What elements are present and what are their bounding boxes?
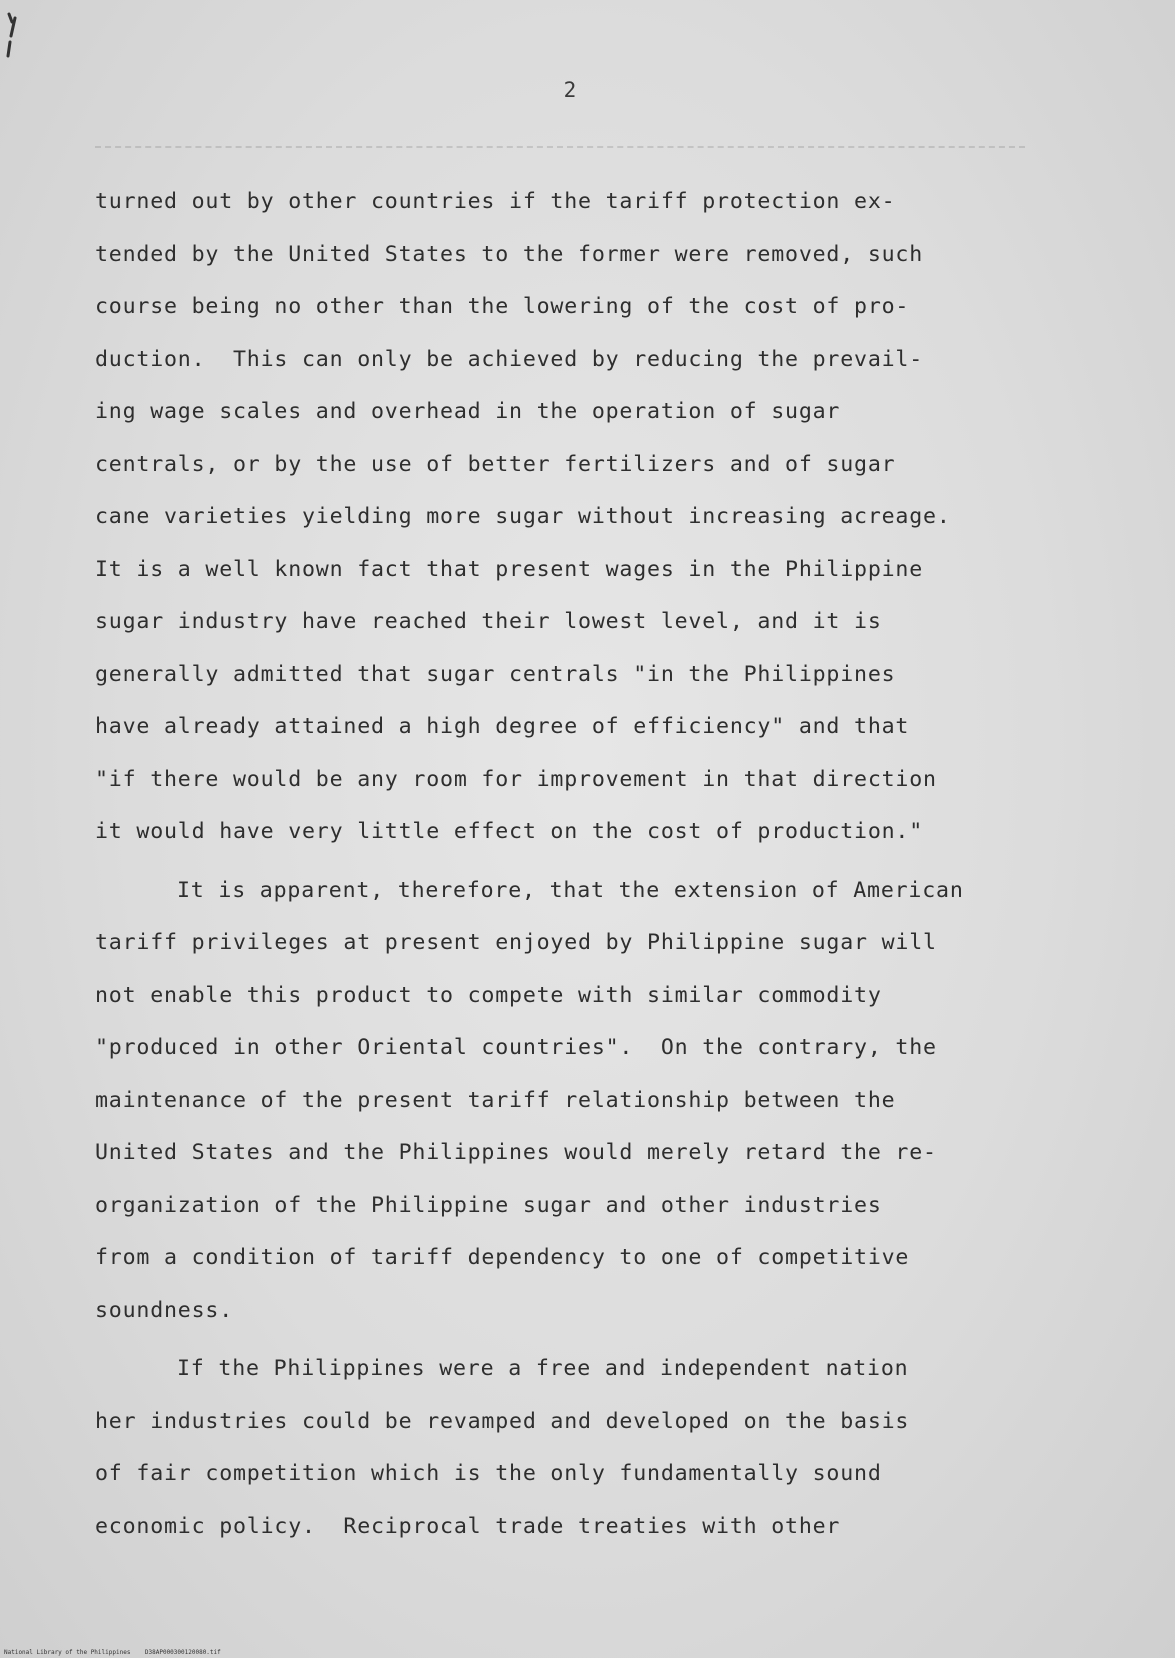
- text-line: her industries could be revamped and developed on the basis: [95, 1408, 910, 1434]
- text-line: centrals, or by the use of better fertilizers and of sugar: [95, 451, 896, 477]
- text-line: tariff privileges at present enjoyed by Philippine sugar will: [95, 930, 937, 955]
- text-line: soundness.: [95, 1297, 234, 1323]
- page-number: 2: [563, 78, 577, 102]
- text-line: of fair competition which is the only fundamentally sound: [95, 1461, 882, 1486]
- footer-file: D38AP000300120080.tif: [144, 1649, 221, 1656]
- text-line: duction. This can only be achieved by reducing the prevail-: [95, 346, 924, 372]
- text-line: cane varieties yielding more sugar without increasing acreage.: [95, 504, 951, 529]
- text-line: It is a well known fact that present wages in the Philippine: [95, 556, 924, 582]
- text-line: maintenance of the present tariff relationship between the: [95, 1087, 896, 1113]
- faint-bleed-through-line: [95, 146, 1025, 148]
- text-line: ing wage scales and overhead in the operation of sugar: [95, 399, 841, 424]
- text-line: "if there would be any room for improvement in that direction: [95, 766, 937, 792]
- footer-library: National Library of the Philippines: [4, 1649, 131, 1656]
- text-line: it would have very little effect on the cost of production.": [95, 819, 924, 844]
- text-line: turned out by other countries if the tariff protection ex-: [95, 189, 896, 214]
- text-line: from a condition of tariff dependency to one of competitive: [95, 1245, 910, 1270]
- text-line: economic policy. Reciprocal trade treaties with other: [95, 1513, 841, 1539]
- text-line: generally admitted that sugar centrals "in the Philippines: [95, 661, 896, 687]
- text-line: "produced in other Oriental countries". On the contrary, the: [95, 1035, 937, 1060]
- text-line: have already attained a high degree of efficiency" and that: [95, 714, 910, 739]
- text-line: tended by the United States to the former were removed, such: [95, 241, 924, 267]
- ink-mark-icon: [6, 12, 20, 58]
- paragraph-1: [95, 176, 1095, 859]
- text-line-indented: If the Philippines were a free and independent nation: [177, 1356, 909, 1381]
- text-line-indented: It is apparent, therefore, that the extension of American: [177, 877, 964, 903]
- document-body: [95, 176, 1095, 1553]
- text-line: United States and the Philippines would merely retard the re-: [95, 1140, 937, 1165]
- paragraph-3: [95, 1343, 1095, 1553]
- text-line: course being no other than the lowering of the cost of pro-: [95, 294, 910, 319]
- text-line: not enable this product to compete with similar commodity: [95, 982, 882, 1008]
- text-line: sugar industry have reached their lowest level, and it is: [95, 609, 882, 634]
- text-line: organization of the Philippine sugar and other industries: [95, 1192, 882, 1218]
- paragraph-2: [95, 865, 1095, 1338]
- scan-footer: [4, 1649, 221, 1656]
